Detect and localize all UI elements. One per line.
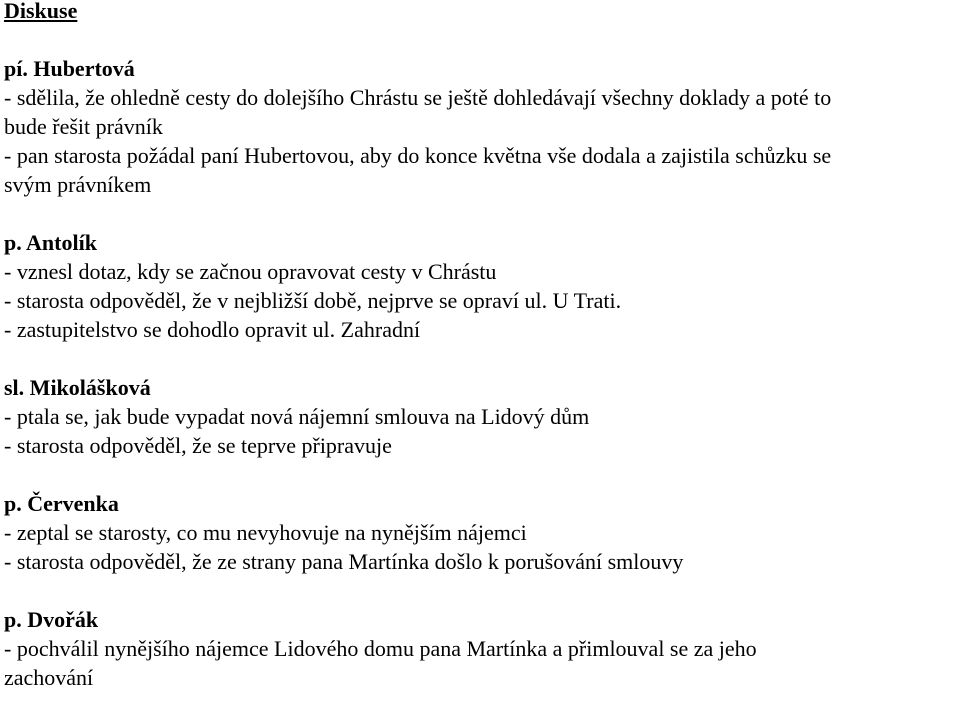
- discussion-line: - zastupitelstvo se dohodlo opravit ul. Zahradní: [4, 317, 421, 342]
- spacer: [4, 25, 956, 54]
- speaker-name: p. Dvořák: [4, 607, 99, 632]
- section-heading: Diskuse: [4, 0, 78, 23]
- spacer: [4, 576, 956, 605]
- discussion-line: zachování: [4, 665, 94, 690]
- speaker-name: p. Antolík: [4, 230, 97, 255]
- discussion-line: - starosta odpověděl, že v nejbližší době, nejprve se opraví ul. U Trati.: [4, 288, 622, 313]
- discussion-line: svým právníkem: [4, 172, 152, 197]
- discussion-line: - starosta odpověděl, že se teprve připravuje: [4, 433, 392, 458]
- discussion-line: - zeptal se starosty, co mu nevyhovuje na nynějším nájemci: [4, 520, 527, 545]
- spacer: [4, 460, 956, 489]
- document-body: [4, 0, 956, 692]
- speaker-name: sl. Mikolášková: [4, 375, 151, 400]
- discussion-line: - vznesl dotaz, kdy se začnou opravovat cesty v Chrástu: [4, 259, 497, 284]
- discussion-line: - ptala se, jak bude vypadat nová nájemní smlouva na Lidový dům: [4, 404, 590, 429]
- spacer: [4, 199, 956, 228]
- discussion-line: - starosta odpověděl, že ze strany pana Martínka došlo k porušování smlouvy: [4, 549, 684, 574]
- speaker-name: p. Červenka: [4, 491, 119, 516]
- discussion-line: - sdělila, že ohledně cesty do dolejšího Chrástu se ještě dohledávají všechny doklady a poté to: [4, 85, 832, 110]
- spacer: [4, 344, 956, 373]
- discussion-line: - pan starosta požádal paní Hubertovou, aby do konce května vše dodala a zajistila schůzku se: [4, 143, 832, 168]
- discussion-line: bude řešit právník: [4, 114, 163, 139]
- speaker-name: pí. Hubertová: [4, 56, 135, 81]
- discussion-line: - pochválil nynějšího nájemce Lidového domu pana Martínka a přimlouval se za jeho: [4, 636, 757, 661]
